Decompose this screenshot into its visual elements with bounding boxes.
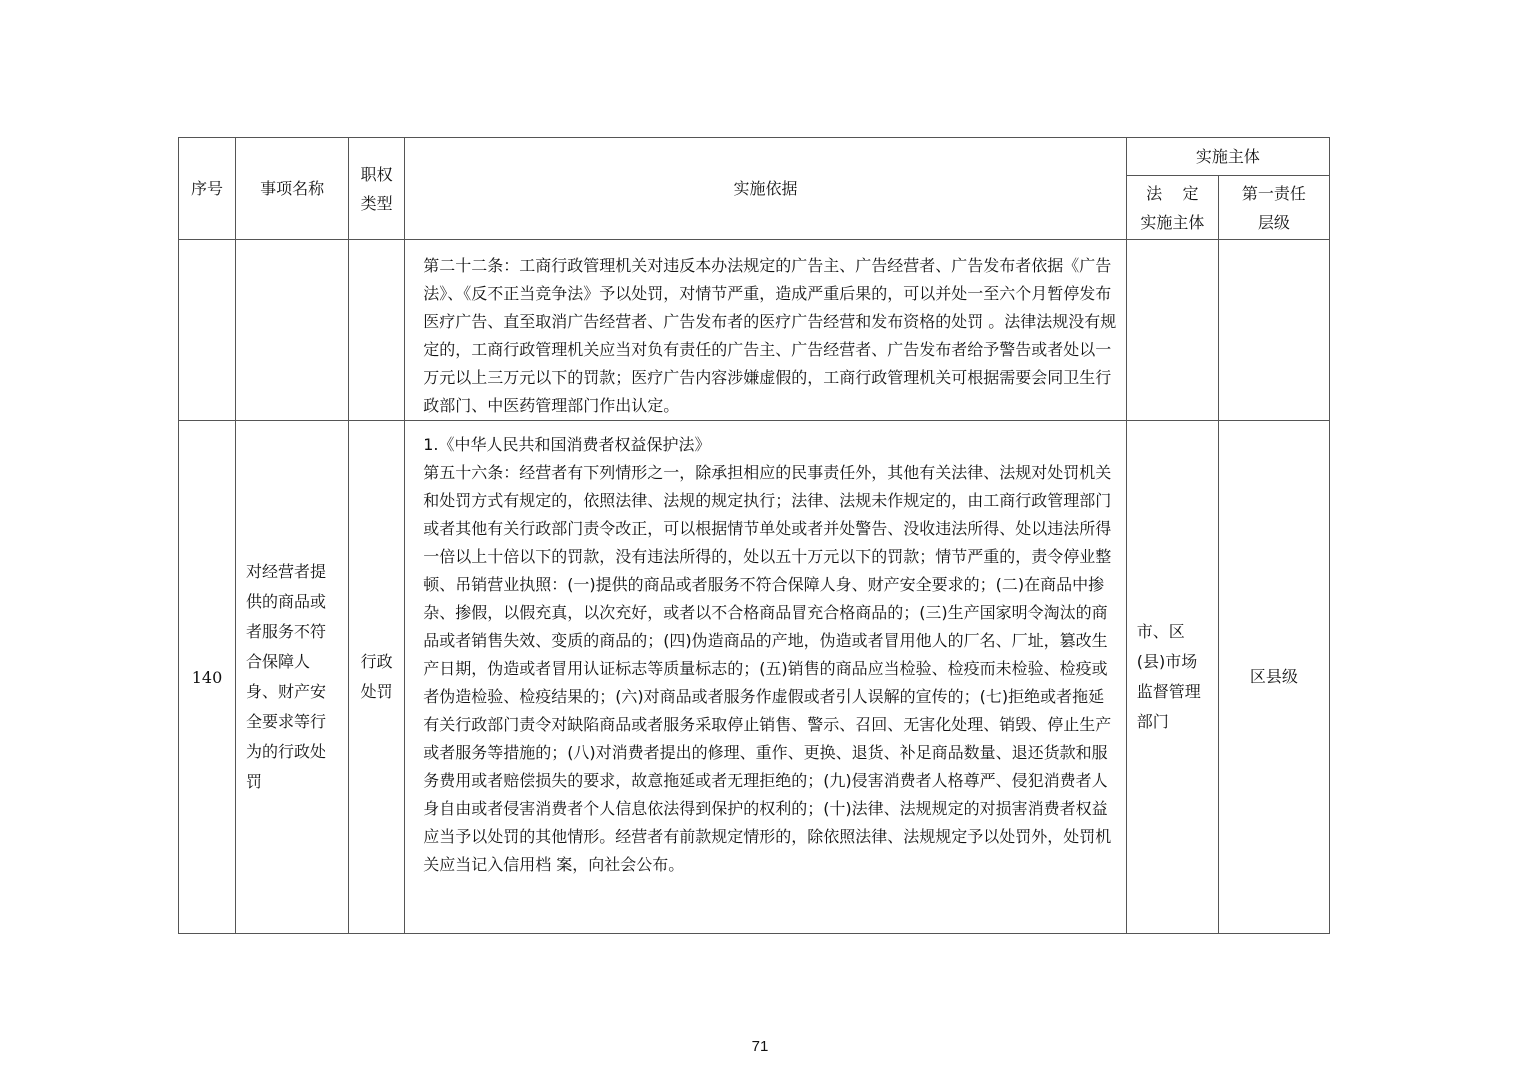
row-first-level: 区县级 (1218, 421, 1329, 934)
header-first-level-line2: 层级 (1257, 212, 1290, 232)
header-legal-subject-line1: 法 定 (1146, 183, 1199, 203)
table-row (179, 240, 1330, 421)
page-number: 71 (751, 1038, 769, 1055)
row-seq: 140 (179, 421, 236, 934)
basis-title: 1.《中华人民共和国消费者权益保护法》 (423, 435, 711, 454)
basis-paragraph: 第五十六条：经营者有下列情形之一，除承担相应的民事责任外，其他有关法律、法规对处罚机关和处罚方式有规定的，依照法律、法规的规定执行；法律、法规未作规定的，由工商行政管理部门或者其他有关行政部门责令改正，可以根据情节单处或者并处警告、没收违法所得、处以违法所得一倍以上十倍以下的罚款，没有违法所得的，处以五十万元以下的罚款；情节严重的，责令停业整顿、吊销营业执照：(一)提供的商品或者服务不符合保障人身、财产安全要求的；(二)在商品中掺杂、掺假，以假充真，以次充好，或者以不合格商品冒充合格商品的；(三)生产国家明令淘汰的商品或者销售失效、变质的商品的；(四)伪造商品的产地，伪造或者冒用他人的厂名、厂址，篡改生产日期，伪造或者冒用认证标志等质量标志的；(五)销售的商品应当检验、检疫而未检验、检疫或者伪造检验、检疫结果的；(六)对商品或者服务作虚假或者引人误解的宣传的；(七)拒绝或者拖延有关行政部门责令对缺陷商品或者服务采取停止销售、警示、召回、无害化处理、销毁、停止生产或者服务等措施的；(八)对消费者提出的修理、重作、更换、退货、补足商品数量、退还货款和服务费用或者赔偿损失的要求，故意拖延或者无理拒绝的；(九)侵害消费者人格尊严、侵犯消费者人身自由或者侵害消费者个人信息依法得到保护的权利的；(十)法律、法规规定的对损害消费者权益应当予以处罚的其他情形。经营者有前款规定情形的，除依照法律、法规规定予以处罚外，处罚机关应当记入信用档 案，向社会公布。 (423, 463, 1112, 874)
row-first-level (1218, 240, 1329, 421)
header-power-type (349, 138, 405, 240)
header-legal-subject-line2: 实施主体 (1140, 212, 1205, 232)
header-legal-subject (1126, 176, 1218, 240)
row-basis (405, 421, 1127, 934)
header-power-type-line1: 职权 (360, 164, 393, 184)
row-basis (405, 240, 1127, 421)
header-first-level (1218, 176, 1329, 240)
basis-paragraph: 第二十二条：工商行政管理机关对违反本办法规定的广告主、广告经营者、广告发布者依据《广告法》、《反不正当竞争法》予以处罚，对情节严重，造成严重后果的，可以并处一至六个月暂停发布医疗广告、直至取消广告经营者、广告发布者的医疗广告经营和发布资格的处罚 。法律法规没有规定的，工商行政管理机关应当对负有责任的广告主、广告经营者、广告发布者给予警告或者处以一万元以上三万元以下的罚款；医疗广告内容涉嫌虚假的，工商行政管理机关可根据需要会同卫生行政部门、中医药管理部门作出认定。 (423, 256, 1117, 415)
row-item-name: 对经营者提供的商品或者服务不符合保障人身、财产安全要求等行为的行政处罚 (236, 421, 349, 934)
row-legal-subject (1126, 240, 1218, 421)
header-seq: 序号 (179, 138, 236, 240)
row-power-type (349, 240, 405, 421)
row-item-name (236, 240, 349, 421)
row-seq (179, 240, 236, 421)
header-first-level-line1: 第一责任 (1241, 183, 1306, 203)
header-item-name: 事项名称 (236, 138, 349, 240)
header-basis: 实施依据 (405, 138, 1127, 240)
row-legal-subject: 市、区(县)市场监督管理部门 (1126, 421, 1218, 934)
table-row (179, 421, 1330, 934)
header-row-top (179, 138, 1330, 176)
items-table (178, 137, 1330, 934)
header-subject-group: 实施主体 (1126, 138, 1329, 176)
header-power-type-line2: 类型 (360, 193, 393, 213)
row-power-type: 行政处罚 (349, 421, 405, 934)
